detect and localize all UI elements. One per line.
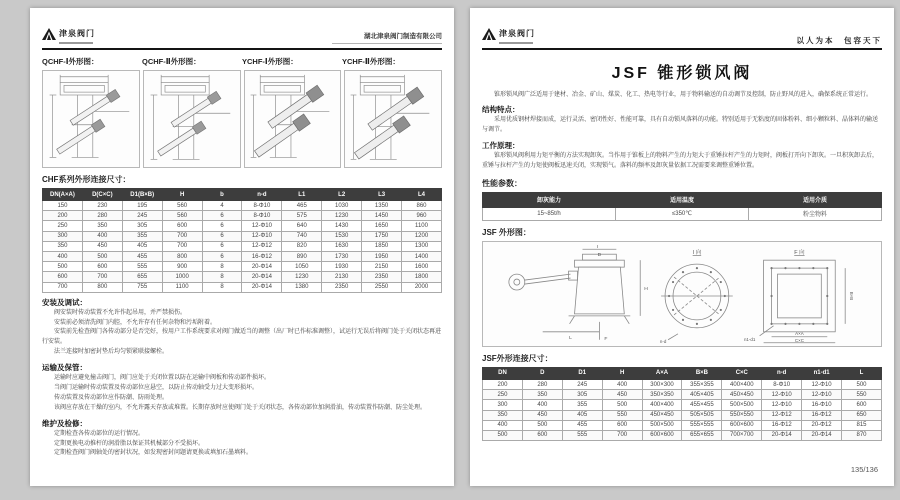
catalog-page-left bbox=[30, 8, 454, 486]
paragraph: 定期检查各传动部位的运行情况。 bbox=[54, 430, 145, 437]
table-cell: 600×600 bbox=[722, 420, 762, 430]
table-cell: 575 bbox=[282, 211, 322, 221]
table-cell: 8-Φ10 bbox=[242, 201, 282, 211]
table-cell: 195 bbox=[122, 201, 162, 211]
section-title: 结构特点： bbox=[482, 105, 520, 115]
table-cell: 600 bbox=[842, 400, 882, 410]
table-cell: 600 bbox=[43, 272, 83, 282]
table-cell: 12-Φ12 bbox=[242, 241, 282, 251]
table-cell: 400 bbox=[602, 379, 642, 389]
table-cell: 815 bbox=[842, 420, 882, 430]
table-row bbox=[43, 251, 442, 261]
table-cell: 1380 bbox=[282, 282, 322, 292]
column-header: L2 bbox=[322, 189, 362, 201]
paragraph: 定期更换电动推杆的润滑脂以保证其机械部分不受损坏。 bbox=[54, 440, 205, 447]
view-label-square: F 向 bbox=[794, 250, 805, 257]
table-cell: 500 bbox=[522, 420, 562, 430]
table-cell: 400×400 bbox=[722, 379, 762, 389]
table-cell: 12-Φ10 bbox=[242, 221, 282, 231]
section-paragraphs bbox=[42, 430, 442, 460]
table-cell: 1230 bbox=[282, 272, 322, 282]
section-install bbox=[42, 297, 442, 358]
paragraph: 安装前先检查阀门各传动部分是否完好，按用户工作系统要求对阀门做适当的调整（出厂时已作标准调整），试运行无误后将阀门处于关闭状态再进行安装。 bbox=[42, 329, 442, 346]
table-cell: 450 bbox=[522, 410, 562, 420]
table-cell: 800 bbox=[162, 251, 202, 261]
paragraph: 锥形锁风阀利用力矩平衡的方法实现卸灰。当作用于锥板上的物料产生的力矩大于重锤拉杆产生的力矩时，阀板打开向下卸灰。一旦积灰卸去后，重锤与拉杆产生的力矩使阀板迅速关闭，实现锁气。落料的频率及卸灰量依据工况需要来调整重锤位置。 bbox=[482, 152, 879, 169]
table-cell: 12-Φ10 bbox=[802, 390, 842, 400]
ychf2-outline-drawing bbox=[344, 70, 442, 168]
table-cell: 465 bbox=[282, 201, 322, 211]
table-cell: 350 bbox=[82, 221, 122, 231]
table-row bbox=[43, 221, 442, 231]
table-cell: 450 bbox=[602, 390, 642, 400]
table-cell: 600 bbox=[162, 221, 202, 231]
brand-logo bbox=[482, 24, 535, 44]
table-cell: 20-Φ14 bbox=[242, 262, 282, 272]
table-row bbox=[43, 282, 442, 292]
table-cell: 740 bbox=[282, 231, 322, 241]
table-cell: 355×355 bbox=[682, 379, 722, 389]
table-cell: 550 bbox=[602, 410, 642, 420]
qchf1-outline-drawing bbox=[42, 70, 140, 168]
table-cell: 820 bbox=[282, 241, 322, 251]
table-cell: 505×505 bbox=[682, 410, 722, 420]
table-cell: 1950 bbox=[362, 251, 402, 261]
table-cell: 1100 bbox=[402, 221, 442, 231]
table-cell: 500 bbox=[602, 400, 642, 410]
table-cell: 20-Φ14 bbox=[802, 430, 842, 440]
table-cell: 8 bbox=[202, 262, 242, 272]
table-header-row bbox=[483, 367, 882, 379]
performance-table-title: 性能参数： bbox=[482, 178, 522, 188]
table-cell: 700 bbox=[162, 241, 202, 251]
company-name: 湖北津泉阀门制造有限公司 bbox=[364, 33, 442, 40]
column-header: n1-d1 bbox=[802, 367, 842, 379]
table-cell: 700×700 bbox=[722, 430, 762, 440]
table-cell: 455 bbox=[562, 420, 602, 430]
table-cell: 245 bbox=[562, 379, 602, 389]
mountain-logo-icon bbox=[42, 28, 56, 40]
table-cell: 12-Φ10 bbox=[762, 400, 802, 410]
diagram-row bbox=[42, 70, 442, 168]
table-cell: 655×655 bbox=[682, 430, 722, 440]
section-maintenance bbox=[42, 418, 442, 460]
logo-text: 津泉阀门 bbox=[59, 29, 95, 38]
column-header: D bbox=[522, 367, 562, 379]
table-cell: 400 bbox=[43, 251, 83, 261]
column-header: L1 bbox=[282, 189, 322, 201]
column-header: DN bbox=[483, 367, 523, 379]
table-cell: 300×300 bbox=[642, 379, 682, 389]
table-cell: 1850 bbox=[362, 241, 402, 251]
table-cell: 860 bbox=[402, 201, 442, 211]
table-cell: 8-Φ10 bbox=[762, 379, 802, 389]
section-title: 维护及检修： bbox=[42, 418, 87, 428]
column-header: 适用介质 bbox=[749, 192, 882, 207]
table-cell: 550×550 bbox=[722, 410, 762, 420]
table-cell: 500 bbox=[842, 379, 882, 389]
section-paragraphs bbox=[482, 116, 882, 136]
table-cell: 245 bbox=[122, 211, 162, 221]
table-cell: 8-Φ10 bbox=[242, 211, 282, 221]
table-cell: 粉尘物料 bbox=[749, 207, 882, 220]
table-cell: 20-Φ12 bbox=[802, 420, 842, 430]
table-cell: 20-Φ14 bbox=[762, 430, 802, 440]
jsf-outline-title: JSF 外形图： bbox=[482, 227, 531, 237]
section-transport bbox=[42, 362, 442, 414]
table-cell: 350 bbox=[483, 410, 523, 420]
jsf-outline-drawing bbox=[482, 241, 882, 347]
logo-text-block bbox=[499, 24, 535, 44]
table-cell: 1800 bbox=[402, 272, 442, 282]
table-cell: 640 bbox=[282, 221, 322, 231]
dim-label-f-arrow: F bbox=[604, 336, 608, 342]
table-row bbox=[43, 231, 442, 241]
table-cell: 455×455 bbox=[682, 400, 722, 410]
table-cell: 1930 bbox=[322, 262, 362, 272]
table-cell: 600 bbox=[522, 430, 562, 440]
section-title: 安装及调试： bbox=[42, 297, 87, 307]
table-cell: 890 bbox=[282, 251, 322, 261]
company-subtext-line bbox=[332, 43, 442, 45]
logo-text-block bbox=[59, 24, 95, 44]
table-cell: 500 bbox=[82, 251, 122, 261]
table-cell: 1650 bbox=[362, 221, 402, 231]
dim-label-h: H bbox=[644, 286, 648, 292]
paragraph: 当阀门运输时传动装置及传动部位应悬空，以防止传动轴受力过大变形损坏。 bbox=[54, 385, 259, 392]
table-cell: 305 bbox=[122, 221, 162, 231]
header-company bbox=[332, 34, 442, 44]
dim-label-top-arrow: I bbox=[596, 245, 599, 251]
table-cell: 400 bbox=[483, 420, 523, 430]
column-header: n-d bbox=[242, 189, 282, 201]
section-title: 工作原理： bbox=[482, 140, 520, 150]
dim-label-bb: B×B bbox=[849, 291, 855, 301]
table-cell: 355 bbox=[562, 400, 602, 410]
column-header: n-d bbox=[762, 367, 802, 379]
table-cell: 1450 bbox=[362, 211, 402, 221]
section-paragraphs bbox=[482, 152, 882, 172]
table-cell: 960 bbox=[402, 211, 442, 221]
section-structure bbox=[482, 104, 882, 136]
table-row bbox=[43, 272, 442, 282]
table-cell: 8 bbox=[202, 272, 242, 282]
table-cell: 350 bbox=[43, 241, 83, 251]
header-slogan bbox=[797, 37, 883, 45]
section-paragraphs bbox=[42, 309, 442, 358]
table-cell: 20-Φ14 bbox=[242, 282, 282, 292]
table-cell: 355 bbox=[122, 231, 162, 241]
table-cell: 6 bbox=[202, 231, 242, 241]
table-cell: 200 bbox=[483, 379, 523, 389]
view-label-circle: I 向 bbox=[692, 250, 702, 257]
catalog-page-right bbox=[470, 8, 894, 486]
column-header: L bbox=[842, 367, 882, 379]
page-number: 135/136 bbox=[850, 465, 878, 474]
section-principle bbox=[482, 140, 882, 172]
table-cell: 2150 bbox=[362, 262, 402, 272]
paragraph: 阀安装时传动装置不允许作起吊用，并严禁损伤。 bbox=[54, 309, 187, 316]
table-cell: 1400 bbox=[402, 251, 442, 261]
table-cell: 560 bbox=[162, 201, 202, 211]
table-cell: 305 bbox=[562, 390, 602, 400]
table-row bbox=[43, 201, 442, 211]
table-cell: 1630 bbox=[322, 241, 362, 251]
logo-subtext-line bbox=[499, 42, 533, 44]
logo-text: 津泉阀门 bbox=[499, 29, 535, 38]
diagram-title-qchf1: QCHF-Ⅰ外形图： bbox=[42, 57, 99, 66]
table-cell: 2350 bbox=[362, 272, 402, 282]
table-row bbox=[483, 420, 882, 430]
dim-label-d: D bbox=[597, 253, 602, 259]
column-header: L4 bbox=[402, 189, 442, 201]
column-header: 卸灰能力 bbox=[483, 192, 616, 207]
holes-label-square: n1-d1 bbox=[743, 336, 756, 342]
table-cell: 555 bbox=[562, 430, 602, 440]
table-row bbox=[483, 379, 882, 389]
table-cell: 1430 bbox=[322, 221, 362, 231]
column-header: b bbox=[202, 189, 242, 201]
table-row bbox=[43, 211, 442, 221]
table-cell: 405 bbox=[562, 410, 602, 420]
table-cell: 2350 bbox=[322, 282, 362, 292]
table-cell: 8 bbox=[202, 282, 242, 292]
table-cell: 230 bbox=[82, 201, 122, 211]
table-cell: 6 bbox=[202, 241, 242, 251]
table-cell: 1030 bbox=[322, 201, 362, 211]
dim-label-cc: C×C bbox=[794, 337, 804, 343]
table-cell: 870 bbox=[842, 430, 882, 440]
table-cell: 20-Φ14 bbox=[242, 272, 282, 282]
table-cell: 4 bbox=[202, 201, 242, 211]
table-cell: 1200 bbox=[402, 231, 442, 241]
table-cell: 400×400 bbox=[642, 400, 682, 410]
table-cell: 2130 bbox=[322, 272, 362, 282]
table-cell: 650 bbox=[842, 410, 882, 420]
diagram-title-qchf2: QCHF-Ⅱ外形图： bbox=[142, 57, 201, 66]
table-cell: 350×350 bbox=[642, 390, 682, 400]
qchf2-outline-drawing bbox=[143, 70, 241, 168]
table-cell: 600 bbox=[82, 262, 122, 272]
table-row bbox=[483, 390, 882, 400]
table-cell: 350 bbox=[522, 390, 562, 400]
column-header: D1 bbox=[562, 367, 602, 379]
table-cell: 1230 bbox=[322, 211, 362, 221]
paragraph: 安装前必须清洗阀门内腔，不允许存有任何杂物和污垢附着。 bbox=[54, 319, 217, 326]
column-header: B×B bbox=[682, 367, 722, 379]
paragraph: 采用优质钢材焊接而成，运行灵活、密闭性好、性能可靠，具有自动锁风落料的功能。特别适用于无粘度的固体粉料、细小颗粒料、晶体料的输送与调节。 bbox=[482, 117, 879, 134]
mountain-logo-icon bbox=[482, 28, 496, 40]
table-row bbox=[483, 430, 882, 440]
table-cell: 300 bbox=[43, 231, 83, 241]
column-header: H bbox=[602, 367, 642, 379]
table-cell: 455 bbox=[122, 251, 162, 261]
table-cell: 1050 bbox=[282, 262, 322, 272]
table-cell: 15~85t/h bbox=[483, 207, 616, 220]
table-cell: 280 bbox=[82, 211, 122, 221]
table-cell: 655 bbox=[122, 272, 162, 282]
table-row bbox=[483, 207, 882, 220]
table-cell: 1350 bbox=[362, 201, 402, 211]
table-cell: 1730 bbox=[322, 251, 362, 261]
chf-dimension-table bbox=[42, 188, 442, 293]
holes-label-circle: n-d bbox=[659, 338, 667, 344]
table-cell: 250 bbox=[43, 221, 83, 231]
table-row bbox=[43, 241, 442, 251]
intro-paragraph: 锥形锁风阀广泛适用于建材、冶金、矿山、煤炭、化工、热电等行业，用于物料输送的自动调节及控制，防止野风的进入，确保系统正常运行。 bbox=[494, 92, 873, 98]
table-cell: ≤350℃ bbox=[616, 207, 749, 220]
column-header: 适用温度 bbox=[616, 192, 749, 207]
column-header: DN(A×A) bbox=[43, 189, 83, 201]
product-title: JSF 锥形锁风阀 bbox=[611, 65, 753, 82]
table-cell: 560 bbox=[162, 211, 202, 221]
table-cell: 200 bbox=[43, 211, 83, 221]
chf-table-title: CHF系列外形连接尺寸： bbox=[42, 175, 131, 184]
table-cell: 1100 bbox=[162, 282, 202, 292]
table-cell: 400 bbox=[522, 400, 562, 410]
table-cell: 405 bbox=[122, 241, 162, 251]
table-cell: 500×500 bbox=[642, 420, 682, 430]
dim-label-l: L bbox=[569, 335, 572, 341]
table-cell: 300 bbox=[483, 400, 523, 410]
table-cell: 700 bbox=[82, 272, 122, 282]
table-cell: 500 bbox=[483, 430, 523, 440]
table-cell: 2550 bbox=[362, 282, 402, 292]
brand-logo bbox=[42, 24, 95, 44]
page-header bbox=[482, 18, 882, 50]
table-cell: 1530 bbox=[322, 231, 362, 241]
logo-subtext-line bbox=[59, 42, 93, 44]
table-header-row bbox=[43, 189, 442, 201]
column-header: A×A bbox=[642, 367, 682, 379]
table-cell: 1600 bbox=[402, 262, 442, 272]
paragraph: 法兰连接时加密封垫后均匀锁紧联接螺栓。 bbox=[54, 349, 169, 356]
table-cell: 600 bbox=[602, 420, 642, 430]
column-header: L3 bbox=[362, 189, 402, 201]
table-row bbox=[43, 262, 442, 272]
column-header: C×C bbox=[722, 367, 762, 379]
table-cell: 6 bbox=[202, 211, 242, 221]
dim-label-aa: A×A bbox=[795, 330, 804, 336]
table-cell: 500×500 bbox=[722, 400, 762, 410]
table-header-row bbox=[483, 192, 882, 207]
jsf-dimension-table bbox=[482, 367, 882, 441]
table-cell: 700 bbox=[162, 231, 202, 241]
table-cell: 550 bbox=[842, 390, 882, 400]
product-intro bbox=[482, 90, 882, 100]
table-cell: 12-Φ12 bbox=[762, 410, 802, 420]
section-paragraphs bbox=[42, 374, 442, 414]
table-cell: 500 bbox=[43, 262, 83, 272]
column-header: D(C×C) bbox=[82, 189, 122, 201]
table-cell: 450×450 bbox=[722, 390, 762, 400]
jsf-table-title: JSF外形连接尺寸： bbox=[482, 353, 553, 363]
table-cell: 12-Φ10 bbox=[242, 231, 282, 241]
slogan-text: 以人为本 包容天下 bbox=[796, 35, 882, 45]
paragraph: 传动装置及传动部位应作防潮、防雨处理。 bbox=[54, 394, 169, 401]
table-cell: 450×450 bbox=[642, 410, 682, 420]
table-cell: 555 bbox=[122, 262, 162, 272]
table-cell: 450 bbox=[82, 241, 122, 251]
table-cell: 700 bbox=[43, 282, 83, 292]
table-cell: 16-Φ10 bbox=[802, 400, 842, 410]
table-cell: 900 bbox=[162, 262, 202, 272]
performance-table bbox=[482, 192, 882, 221]
table-cell: 800 bbox=[82, 282, 122, 292]
table-cell: 6 bbox=[202, 221, 242, 231]
paragraph: 运输时应避免撞击阀门，阀门应处于关闭位置以防在运输中阀板和传动部件损坏。 bbox=[54, 375, 271, 382]
table-cell: 700 bbox=[602, 430, 642, 440]
table-cell: 1000 bbox=[162, 272, 202, 282]
diagram-title-ychf2: YCHF-Ⅱ外形图： bbox=[342, 57, 400, 66]
column-header: D1(B×B) bbox=[122, 189, 162, 201]
table-row bbox=[483, 400, 882, 410]
table-cell: 12-Φ10 bbox=[802, 379, 842, 389]
diagram-title-ychf1: YCHF-Ⅰ外形图： bbox=[242, 57, 298, 66]
ychf1-outline-drawing bbox=[244, 70, 342, 168]
table-cell: 405×405 bbox=[682, 390, 722, 400]
column-header: H bbox=[162, 189, 202, 201]
table-cell: 16-Φ12 bbox=[802, 410, 842, 420]
table-row bbox=[483, 410, 882, 420]
table-cell: 2000 bbox=[402, 282, 442, 292]
table-cell: 280 bbox=[522, 379, 562, 389]
diagram-title-row bbox=[42, 56, 442, 67]
table-cell: 755 bbox=[122, 282, 162, 292]
table-cell: 150 bbox=[43, 201, 83, 211]
table-cell: 16-Φ12 bbox=[762, 420, 802, 430]
table-cell: 12-Φ10 bbox=[762, 390, 802, 400]
table-cell: 250 bbox=[483, 390, 523, 400]
page-header bbox=[42, 18, 442, 50]
table-cell: 1750 bbox=[362, 231, 402, 241]
paragraph: 定期检查阀门阀轴处的密封状况，如发现密封问题请更换或填加石墨填料。 bbox=[54, 450, 253, 457]
table-cell: 600×600 bbox=[642, 430, 682, 440]
table-cell: 6 bbox=[202, 251, 242, 261]
table-cell: 400 bbox=[82, 231, 122, 241]
table-cell: 1300 bbox=[402, 241, 442, 251]
table-cell: 16-Φ12 bbox=[242, 251, 282, 261]
table-cell: 555×555 bbox=[682, 420, 722, 430]
paragraph: 该阀应存放在干燥的室内，不允许露天存放或堆置。长期存放时应使阀门处于关闭状态，各传动部位加润滑油，传动装置作防潮、防尘处理。 bbox=[54, 404, 427, 411]
section-title: 运输及保管： bbox=[42, 363, 87, 373]
